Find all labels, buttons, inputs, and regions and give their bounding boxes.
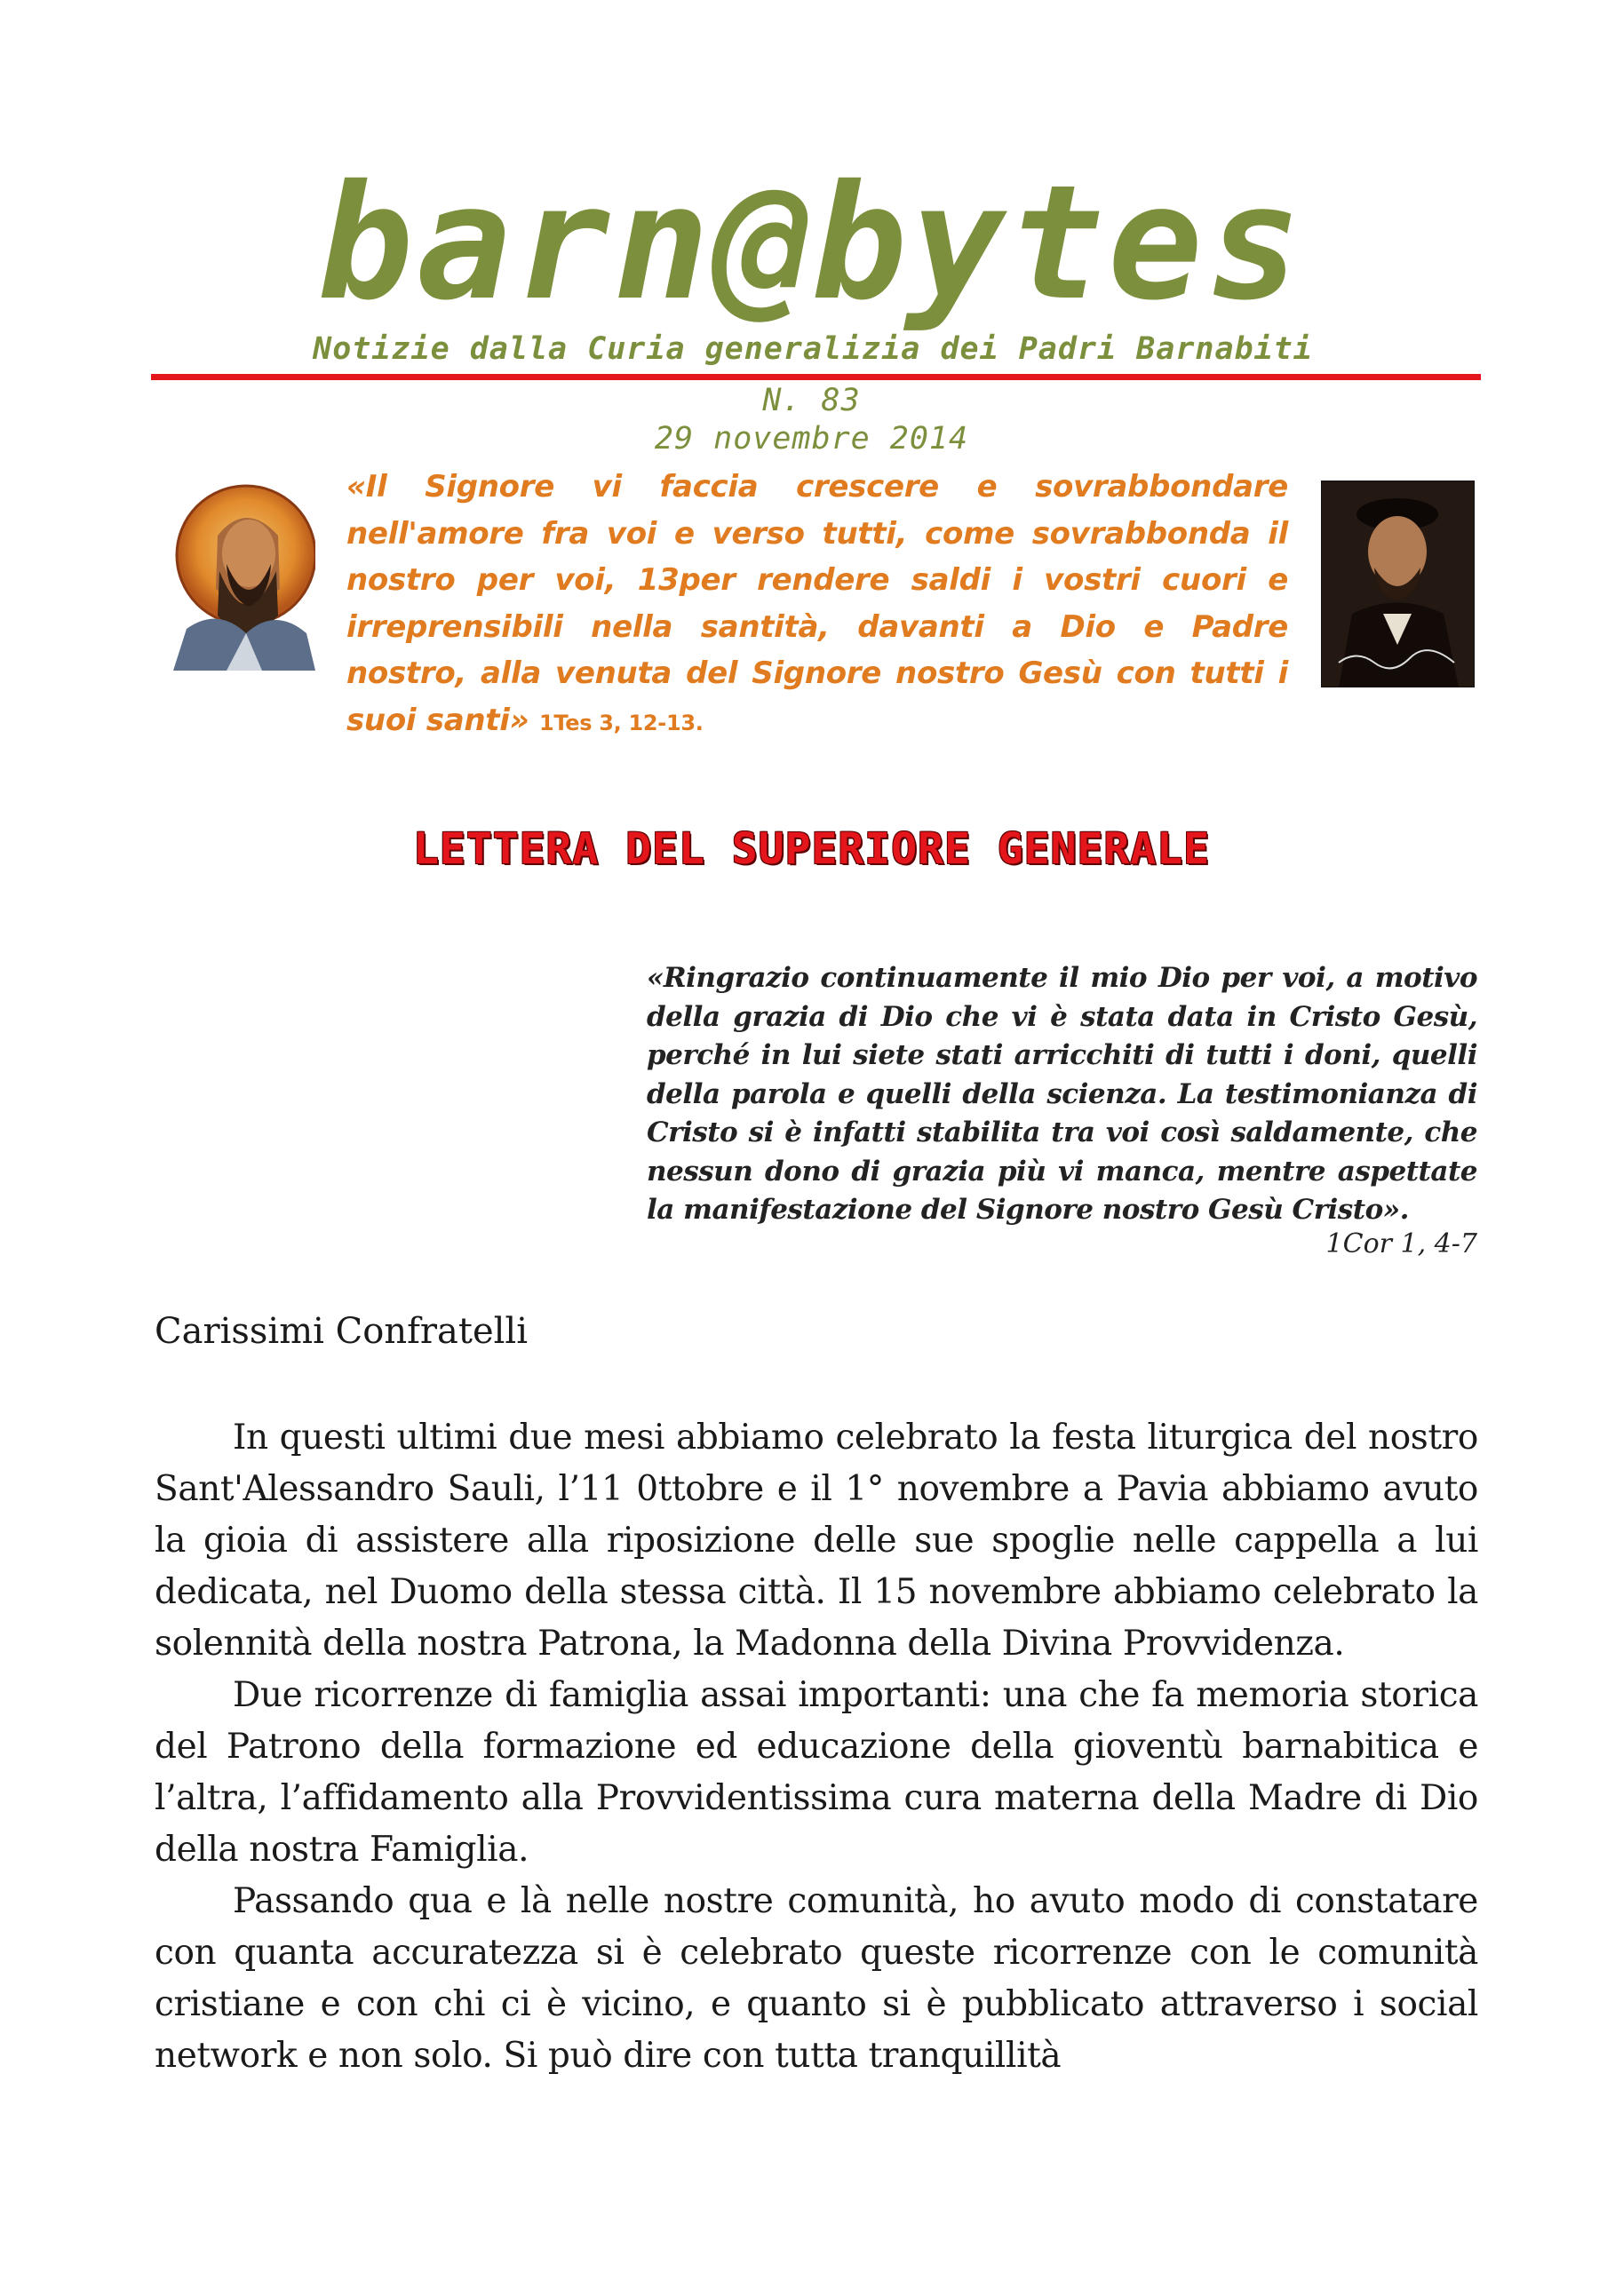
letter-body bbox=[155, 1412, 1478, 2082]
letter-paragraph: Passando qua e là nelle nostre comunità, ho avuto modo di constatare con quanta accuratezza si è celebrato queste ricorrenze con le comunità cristiane e con chi ci è vicino, e quanto si è pubblicato attraverso i social network e non solo. Si può dire con tutta tranquillità bbox=[155, 1881, 1478, 2076]
opening-quote-reference: 1Tes 3, 12-13. bbox=[538, 710, 704, 735]
issue-date: 29 novembre 2014 bbox=[654, 421, 969, 457]
masthead-subtitle: Notizie dalla Curia generalizia dei Padri Barnabiti bbox=[313, 331, 1313, 367]
issue-number: N. 83 bbox=[762, 383, 861, 418]
masthead-title: barn@bytes bbox=[317, 151, 1306, 335]
epigraph-quote: «Ringrazio continuamente il mio Dio per voi, a motivo della grazia di Dio che vi è stata data in Cristo Gesù, perché in lui siete stati arricchiti di tutti i doni, quelli della parola e quelli della scienza. La testimonianza di Cristo si è infatti stabilita tra voi così saldamente, che nessun dono di grazia più vi manca, mentre aspettate la manifestazione del Signore nostro Gesù Cristo». bbox=[647, 962, 1477, 1226]
opening-scripture-quote bbox=[346, 464, 1288, 746]
header-divider bbox=[151, 374, 1481, 380]
founder-portrait-image bbox=[1321, 481, 1475, 687]
letter-paragraph: In questi ultimi due mesi abbiamo celebrato la festa liturgica del nostro Sant'Alessandro Sauli, l’11 0ttobre e il 1° novembre a Pavia abbiamo avuto la gioia di assistere alla riposizione delle sue spoglie nelle cappella a lui dedicata, nel Duomo della stessa città. Il 15 novembre abbiamo celebrato la solennità della nostra Patrona, la Madonna della Divina Provvidenza. bbox=[155, 1418, 1478, 1664]
opening-quote-text: «Il Signore vi faccia crescere e sovrabbondare nell'amore fra voi e verso tutti, come sovrabbonda il nostro per voi, 13per rendere saldi i vostri cuori e irreprensibili nella santità, davanti a Dio e Padre nostro, alla venuta del Signore nostro Gesù con tutti i suoi santi» bbox=[346, 469, 1288, 738]
letter-paragraph: Due ricorrenze di famiglia assai importanti: una che fa memoria storica del Patrono della formazione ed educazione della gioventù barnabitica e l’altra, l’affidamento alla Provvidentissima cura materna della Madre di Dio della nostra Famiglia. bbox=[155, 1675, 1478, 1870]
saint-paul-icon-image bbox=[164, 482, 315, 671]
epigraph-reference: 1Cor 1, 4-7 bbox=[1325, 1228, 1477, 1259]
letter-salutation: Carissimi Confratelli bbox=[155, 1311, 528, 1352]
section-title: LETTERA DEL SUPERIORE GENERALE bbox=[413, 824, 1210, 874]
